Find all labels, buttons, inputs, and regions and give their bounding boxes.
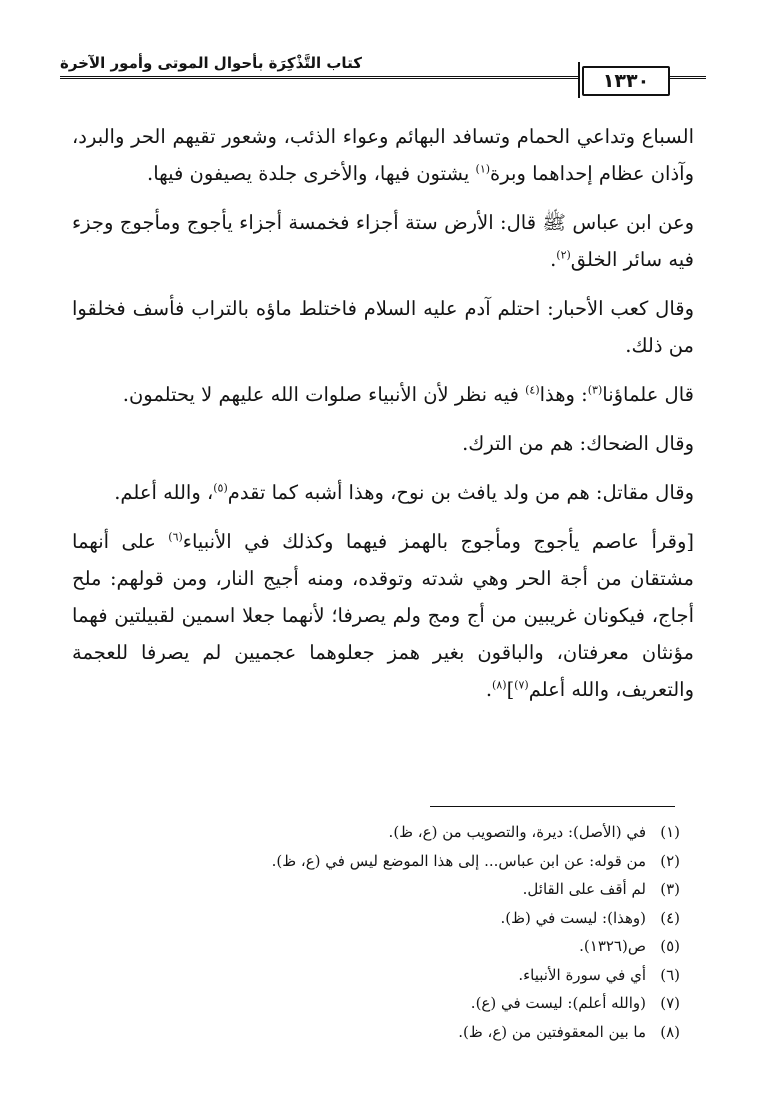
paragraph-text: ، والله أعلم. (114, 481, 214, 504)
paragraph-text: يشتون فيها، والأخرى جلدة يصيفون فيها. (147, 162, 476, 185)
footnote (90, 1018, 680, 1047)
footnote (90, 904, 680, 933)
paragraph-text: ] (506, 678, 515, 701)
footnote-marker: (٥) (213, 481, 228, 495)
paragraph (72, 376, 694, 413)
paragraph (72, 204, 694, 278)
footnote-text: ص(١٣٢٦). (579, 937, 646, 955)
footnote-text: في (الأصل): ديرة، والتصويب من (ع، ظ). (388, 823, 646, 841)
footnote-marker: (٨) (492, 678, 507, 692)
paragraph-text: على أنهما مشتقان من أجة الحر وهي شدته وتوقده، ومنه أجيج النار، ومن قولهم: ملح أجاج، فيكونان غريبين من أج ومج ولم يصرفا؛ لأنهما جعلا اسمين لقبيلتين فهما مؤنثان معرفتان، والباقون بغير همز جعلوهما عجميين لم يصرفا للعجمة والتعريف، والله أعلم (72, 530, 694, 701)
paragraph-text: السباع وتداعي الحمام وتسافد البهائم وعواء الذئب، وشعور تقيهم الحر والبرد، وآذان عظام إحداهما وبرة (72, 125, 694, 185)
footnote-marker: (٣) (587, 383, 603, 397)
footnote-number: (٤) (660, 908, 680, 927)
page-number: ١٣٣٠ (582, 66, 670, 96)
footnote-text: ما بين المعقوفتين من (ع، ظ). (458, 1022, 646, 1041)
paragraph (72, 474, 694, 511)
paragraph-text: وقال الضحاك: هم من الترك. (462, 432, 694, 455)
paragraph-text: وعن ابن عباس ﷺ قال: الأرض ستة أجزاء فخمسة أجزاء يأجوج ومأجوج وجزء فيه سائر الخلق (72, 211, 694, 271)
footnote-text: لم أقف على القائل. (522, 880, 646, 898)
page-header (60, 44, 706, 106)
footnote (90, 875, 680, 904)
footnote-text: من قوله: عن ابن عباس... إلى هذا الموضع ليس في (ع، ظ). (271, 851, 646, 870)
footnote-number: (٦) (660, 965, 680, 984)
paragraph-text: قال علماؤنا (602, 383, 694, 406)
paragraph (72, 290, 694, 364)
paragraph (72, 118, 694, 192)
footnote-number: (٢) (660, 851, 680, 870)
paragraph-text: وقال كعب الأحبار: احتلم آدم عليه السلام فاختلط ماؤه بالتراب فأسف فخلقوا من ذلك. (72, 297, 694, 357)
paragraph-text: : وهذا (539, 383, 588, 406)
paragraph (72, 523, 694, 708)
footnote-number: (١) (660, 823, 680, 841)
footnote (90, 818, 680, 847)
paragraph-text: . (550, 248, 557, 271)
footnote-marker: (٦) (168, 530, 183, 544)
footnote-number: (٥) (660, 937, 680, 955)
footnote-text: (وهذا): ليست في (ظ). (500, 908, 646, 927)
main-text (72, 118, 694, 720)
paragraph-text: وقال مقاتل: هم من ولد يافث بن نوح، وهذا أشبه كما تقدم (227, 481, 694, 504)
paragraph-text: فيه نظر لأن الأنبياء صلوات الله عليهم لا يحتلمون. (122, 383, 526, 406)
footnote (90, 932, 680, 961)
footnote (90, 989, 680, 1018)
footnote-number: (٣) (660, 880, 680, 898)
footnote-marker: (٢) (556, 248, 571, 262)
footnote-marker: (٤) (525, 383, 540, 397)
paragraph-text: . (485, 678, 493, 701)
paragraph-text: [وقرأ عاصم يأجوج ومأجوج بالهمز فيهما وكذلك في الأنبياء (182, 530, 695, 553)
footnote-separator (430, 806, 675, 807)
paragraph (72, 425, 694, 462)
footnote-number: (٧) (660, 994, 680, 1012)
footnote (90, 961, 680, 990)
footnote-text: أي في سورة الأنبياء. (518, 965, 646, 984)
footnote-number: (٨) (660, 1022, 680, 1041)
header-rule-right (664, 76, 706, 79)
running-title: كتاب التَّذْكِرَة بأحوال الموتى وأمور الآخرة (60, 54, 362, 72)
footnote (90, 847, 680, 876)
footnote-marker: (١) (475, 162, 491, 176)
footnotes-list (90, 818, 680, 1046)
footnote-marker: (٧) (514, 678, 529, 692)
footnote-text: (والله أعلم): ليست في (ع). (470, 994, 646, 1012)
header-rule (60, 76, 580, 79)
